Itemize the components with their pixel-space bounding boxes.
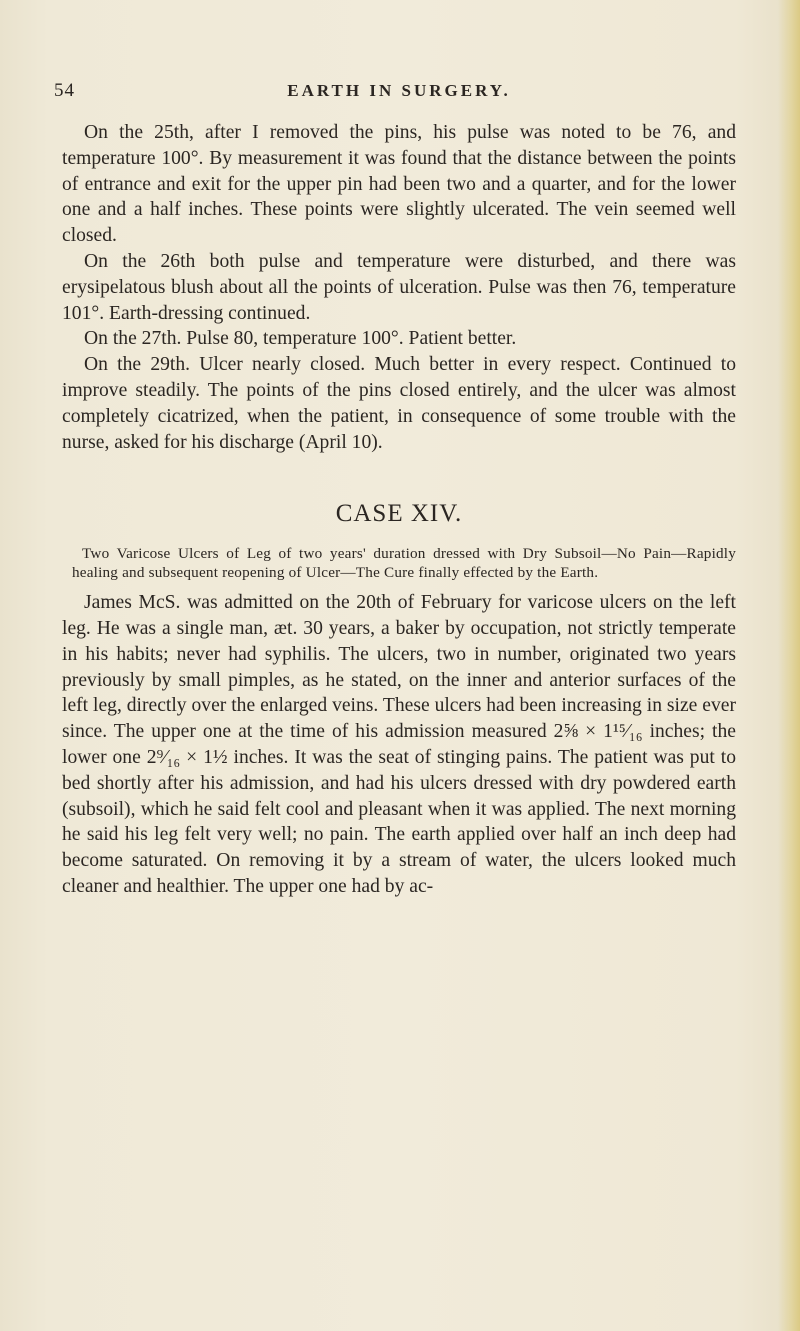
paragraph: On the 29th. Ulcer nearly closed. Much better in every respect. Continued to improve steadily. The points of the pins closed entirely, and the ulcer was almost completely cicatrized, when the patient, in consequence of some trouble with the nurse, asked for his discharge (April 10).	[62, 354, 736, 453]
paragraph: On the 25th, after I removed the pins, his pulse was noted to be 76, and temperature 100°. By measurement it was found that the distance between the points of entrance and exit for the upper pin had been two and a quarter, and for the lower one and a half inches. These points were slightly ulcerated. The vein seemed well closed.	[62, 122, 736, 247]
case-heading: CASE XIV.	[335, 500, 463, 528]
page-edge-stain	[778, 0, 800, 1331]
paragraph: On the 27th. Pulse 80, temperature 100°. Patient better.	[84, 328, 517, 350]
page-number: 54	[54, 80, 75, 101]
paragraph: On the 26th both pulse and temperature were disturbed, and there was erysipelatous blush about all the points of ulceration. Pulse was then 76, temperature 101°. Earth-dressing continued.	[62, 250, 736, 324]
paragraph: James McS. was admitted on the 20th of February for varicose ulcers on the left leg. He was a single man, æt. 30 years, a baker by occupation, not strictly temperate in his habits; never had syphilis. The ulcers, two in number, originated two years previously by small pimples, as he stated, on the inner and anterior surfaces of the left leg, directly over the enlarged veins. These ulcers had been increasing in size ever since. The upper one at the time of his admission measured 2⅝ × 1¹⁵⁄₁₆ inches; the lower one 2⁹⁄₁₆ × 1½ inches. It was the seat of stinging pains. The patient was put to bed shortly after his admission, and had his ulcers dressed with dry powdered earth (subsoil), which he said felt cool and pleasant when it was applied. The next morning he said his leg felt very well; no pain. The earth applied over half an inch deep had become saturated. On removing it by a stream of water, the ulcers looked much cleaner and healthier. The upper one had by ac-	[62, 592, 736, 897]
case-summary: Two Varicose Ulcers of Leg of two years' duration dressed with Dry Subsoil—No Pain—Rapidly healing and subsequent reopening of Ulcer—The Cure finally effected by the Earth.	[72, 545, 736, 581]
running-head: EARTH IN SURGERY.	[287, 81, 511, 100]
page-header	[54, 80, 744, 108]
body-text	[62, 120, 736, 900]
